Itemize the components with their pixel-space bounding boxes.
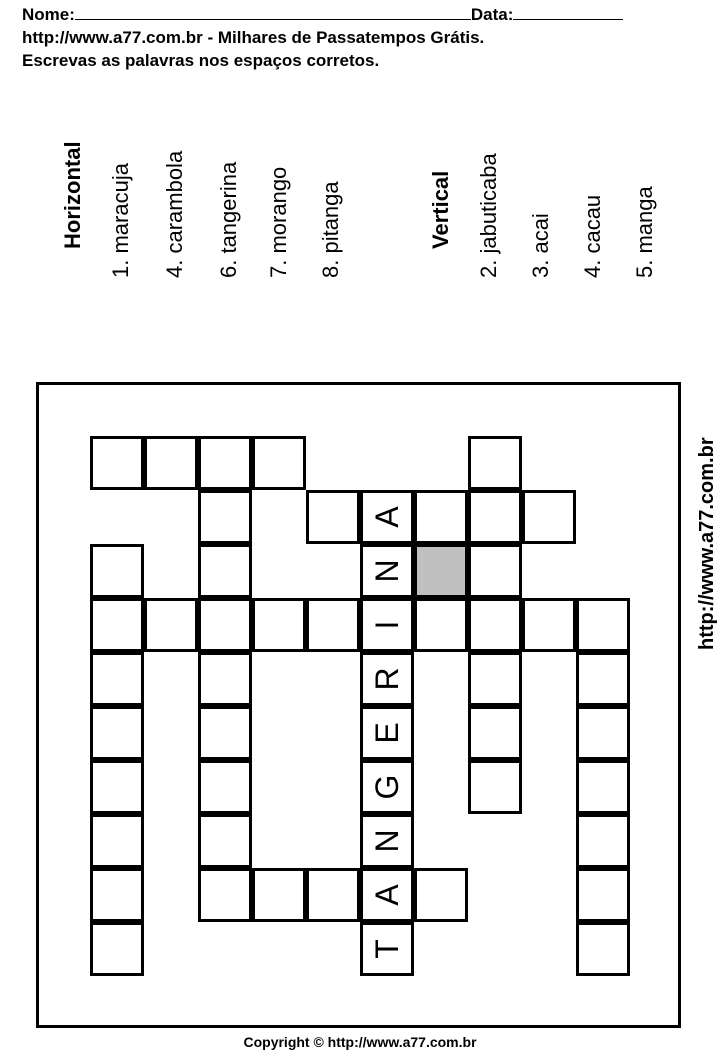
- grid-cell[interactable]: [306, 598, 360, 652]
- vertical-heading: Vertical: [428, 170, 453, 249]
- date-label: Data:: [470, 5, 514, 24]
- grid-cell[interactable]: [522, 490, 576, 544]
- grid-cell[interactable]: [306, 490, 360, 544]
- grid-cell[interactable]: [360, 814, 414, 868]
- grid-cell[interactable]: [144, 598, 198, 652]
- grid-cell[interactable]: [576, 814, 630, 868]
- site-line: http://www.a77.com.br - Milhares de Passatempos Grátis.: [22, 28, 485, 47]
- grid-cell[interactable]: [198, 760, 252, 814]
- grid-cell[interactable]: [198, 544, 252, 598]
- grid-cell[interactable]: [360, 490, 414, 544]
- grid-cell[interactable]: [360, 922, 414, 976]
- name-label: Nome:: [22, 5, 75, 24]
- cell-letter: G: [369, 774, 405, 800]
- grid-cell[interactable]: [198, 814, 252, 868]
- grid-cell[interactable]: [360, 598, 414, 652]
- grid-cell[interactable]: [360, 706, 414, 760]
- grid-cell[interactable]: [576, 652, 630, 706]
- grid-cell[interactable]: [468, 760, 522, 814]
- horizontal-word: 7. morango: [266, 166, 291, 278]
- copyright: Copyright © http://www.a77.com.br: [243, 1034, 477, 1050]
- cell-letter: N: [369, 559, 405, 583]
- grid-cell[interactable]: [90, 706, 144, 760]
- grid-cell[interactable]: [414, 598, 468, 652]
- horizontal-word: 6. tangerina: [216, 161, 241, 278]
- grid-cell[interactable]: [90, 760, 144, 814]
- horizontal-word: 8. pitanga: [318, 181, 343, 278]
- grid-cell[interactable]: [144, 436, 198, 490]
- cell-letter: A: [369, 506, 405, 528]
- shaded-cell: [414, 544, 468, 598]
- vertical-word: 4. cacau: [580, 194, 605, 278]
- cell-letter: I: [369, 620, 405, 630]
- cell-letter: N: [369, 829, 405, 853]
- grid-cell[interactable]: [90, 436, 144, 490]
- grid-cell[interactable]: [198, 598, 252, 652]
- vertical-word: 5. manga: [632, 186, 657, 278]
- grid-cell[interactable]: [90, 814, 144, 868]
- grid-cell[interactable]: [90, 922, 144, 976]
- grid-cell[interactable]: [414, 490, 468, 544]
- grid-cell[interactable]: [306, 868, 360, 922]
- grid-cell[interactable]: [198, 868, 252, 922]
- cell-letter: E: [369, 722, 405, 744]
- grid-cell[interactable]: [468, 598, 522, 652]
- grid-cell[interactable]: [468, 706, 522, 760]
- grid-cell[interactable]: [90, 598, 144, 652]
- cell-letter: R: [369, 667, 405, 691]
- grid-cell[interactable]: [252, 598, 306, 652]
- grid-cell[interactable]: [252, 868, 306, 922]
- cell-letter: T: [369, 939, 405, 959]
- grid-cell[interactable]: [90, 868, 144, 922]
- grid-cell[interactable]: [468, 652, 522, 706]
- grid-cell[interactable]: [468, 436, 522, 490]
- grid-cell[interactable]: [468, 490, 522, 544]
- cell-letter: A: [369, 884, 405, 906]
- vertical-word: 3. acai: [528, 213, 553, 278]
- horizontal-word: 1. maracuja: [108, 163, 133, 278]
- side-url: http://www.a77.com.br: [696, 437, 718, 650]
- grid-cell[interactable]: [360, 760, 414, 814]
- grid-cell[interactable]: [198, 706, 252, 760]
- grid-cell[interactable]: [414, 868, 468, 922]
- grid-cell[interactable]: [522, 598, 576, 652]
- grid-cell[interactable]: [198, 490, 252, 544]
- grid-cell[interactable]: [198, 436, 252, 490]
- vertical-word: 2. jabuticaba: [476, 153, 501, 278]
- instruction-line: Escrevas as palavras nos espaços corretos.: [22, 51, 380, 70]
- grid-cell[interactable]: [198, 652, 252, 706]
- horizontal-word: 4. carambola: [162, 150, 187, 278]
- grid-cell[interactable]: [90, 544, 144, 598]
- grid-cell[interactable]: [468, 544, 522, 598]
- grid-cell[interactable]: [360, 544, 414, 598]
- grid-cell[interactable]: [576, 706, 630, 760]
- grid-cell[interactable]: [90, 652, 144, 706]
- grid-cell[interactable]: [576, 868, 630, 922]
- grid-cell[interactable]: [252, 436, 306, 490]
- grid-cell[interactable]: [576, 598, 630, 652]
- grid-cell[interactable]: [576, 922, 630, 976]
- grid-cell[interactable]: [576, 760, 630, 814]
- grid-cell[interactable]: [360, 652, 414, 706]
- horizontal-heading: Horizontal: [60, 141, 85, 249]
- grid-cell[interactable]: [360, 868, 414, 922]
